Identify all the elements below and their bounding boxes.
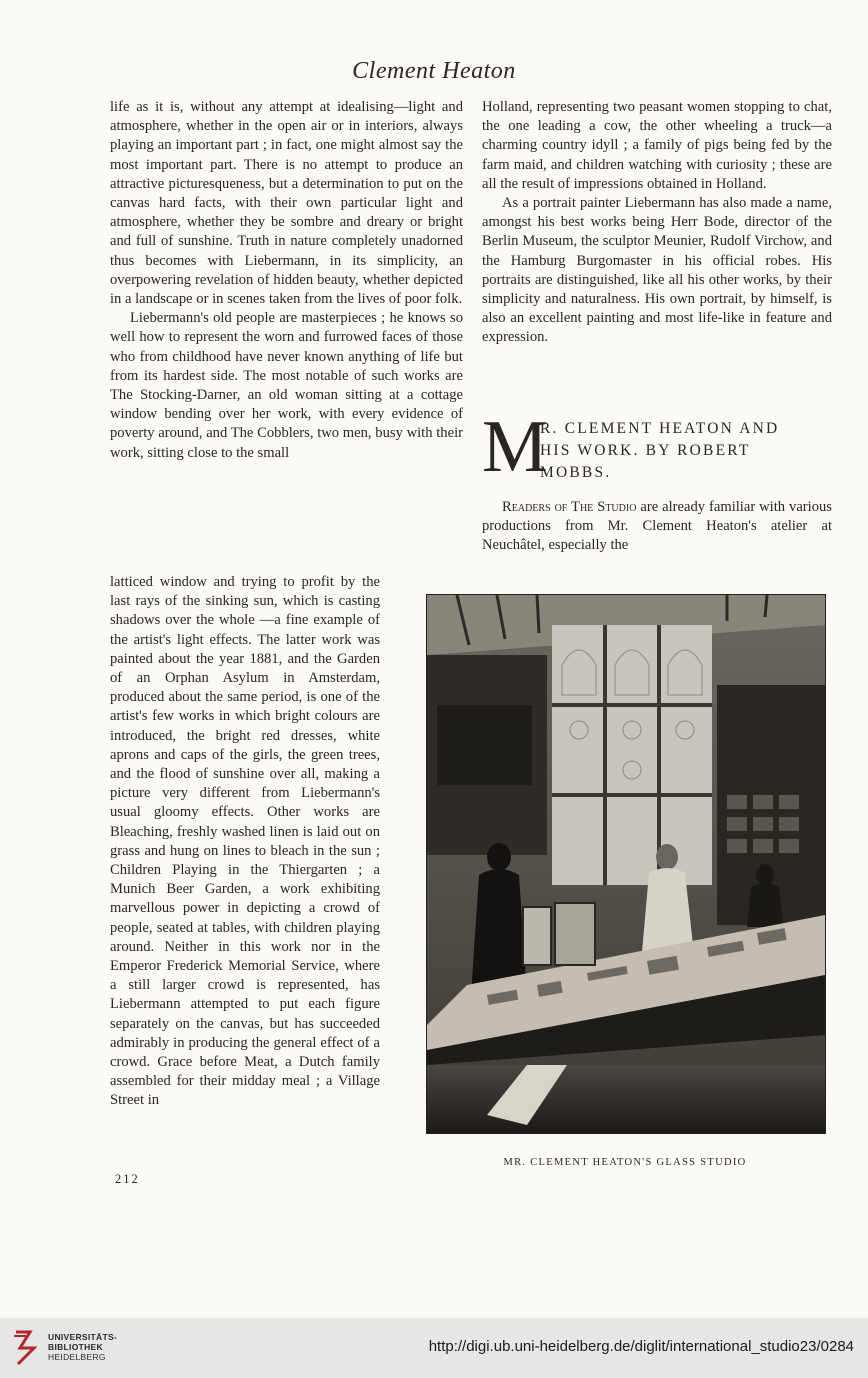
article-heading: [482, 406, 832, 488]
intro-text: are already familiar with various productions from Mr. Clement Heaton's atelier at Neuchâtel, especially the: [482, 499, 832, 554]
right-paragraph-1: Holland, representing two peasant women stopping to chat, the one leading a cow, the other wheeling a truck—a charming country idyll ; a family of pigs being fed by the farm maid, and children watching with curiosity ; these are all the result of impressions obtained in Holland.: [482, 99, 832, 192]
intro-lead: Readers of The Studio: [502, 499, 637, 515]
right-paragraph-2: As a portrait painter Liebermann has also made a name, amongst his best works being Herr Bode, director of the Berlin Museum, the sculptor Meunier, Rudolf Virchow, and the Hamburg Burgomaster in his official robes. His portraits are distinguished, like all his other works, by their simplicity and naturalness. His own portrait, by himself, is also an excellent painting and most life-like in feature and expression.: [482, 195, 832, 346]
library-name-line-1: UNIVERSITÄTS-: [48, 1332, 118, 1342]
photo-illustration: [427, 595, 825, 1133]
library-name-line-2: BIBLIOTHEK: [48, 1342, 103, 1352]
heading-line-2: HIS WORK. BY ROBERT: [540, 442, 751, 459]
glass-studio-photograph: [426, 594, 826, 1134]
left-paragraph-2-continued: latticed window and trying to profit by the last rays of the sinking sun, which is casting shadows over the whole —a fine example of the artist's light effects. The latter work was painted about the year 1881, and the Garden of an Orphan Asylum in Amsterdam, produced about the same period, is one of the artist's few works in which bright colours are introduced, the bright red dresses, white aprons and caps of the girls, the green trees, and the flood of sunshine over all, making a picture very different from Liebermann's usual gloomy effects. Other works are Bleaching, freshly washed linen is laid out on grass and hung on lines to bleach in the sun ; Children Playing in the Thiergarten ; a Munich Beer Garden, a work exhibiting marvellous power in depicting a crowd of people, seated at tables, with children playing around. Neither in this work nor in the Emperor Frederick Memorial Service, where a still larger crowd is represented, has Liebermann attempted to put each figure separately on the canvas, but has succeeded admirably in producing the general effect of a crowd. Grace before Meat, a Dutch family assembled for their midday meal ; a Village Street in: [110, 574, 380, 1109]
article-intro-paragraph: [482, 498, 832, 556]
library-name-line-3: HEIDELBERG: [48, 1352, 106, 1362]
right-column-upper: [482, 98, 832, 348]
running-head: Clement Heaton: [352, 58, 516, 84]
left-paragraph-1: life as it is, without any attempt at idealising—light and atmosphere, whether in the open air or in interiors, always playing an important part ; in fact, one might almost say the most important part. There is no attempt to produce an attractive picturesqueness, but a determination to put on the canvas hard facts, with their own particular light and atmosphere, whether they be sombre and dreary or bright and full of sunshine. Truth in nature completely unadorned thus becomes with Liebermann, in its simplicity, an overpowering revelation of hidden beauty, whether depicted in a landscape or in scenes taken from the lives of poor folk.: [110, 99, 463, 308]
drop-cap: M: [482, 406, 548, 488]
heading-line-1: R. CLEMENT HEATON AND: [540, 420, 780, 437]
permalink-url[interactable]: http://digi.ub.uni-heidelberg.de/diglit/international_studio23/0284: [428, 1338, 854, 1355]
figure-caption: MR. CLEMENT HEATON'S GLASS STUDIO: [503, 1157, 747, 1168]
library-footer: [0, 1318, 868, 1378]
article-intro: [482, 498, 832, 556]
left-column-upper: [110, 98, 463, 463]
university-library-logo-icon: [12, 1328, 40, 1368]
page-number: 212: [115, 1172, 140, 1186]
heading-line-3: MOBBS.: [540, 464, 612, 481]
left-paragraph-2: Liebermann's old people are masterpieces ; he knows so well how to represent the worn and furrowed faces of those who from childhood have never known anything of life but from its hardest side. The most notable of such works are The Stocking-Darner, an old woman sitting at a cottage window bending over her work, with every evidence of poverty around, and The Cobblers, two men, busy with their work, sitting close to the small: [110, 310, 463, 461]
left-column-lower: [110, 573, 380, 1111]
